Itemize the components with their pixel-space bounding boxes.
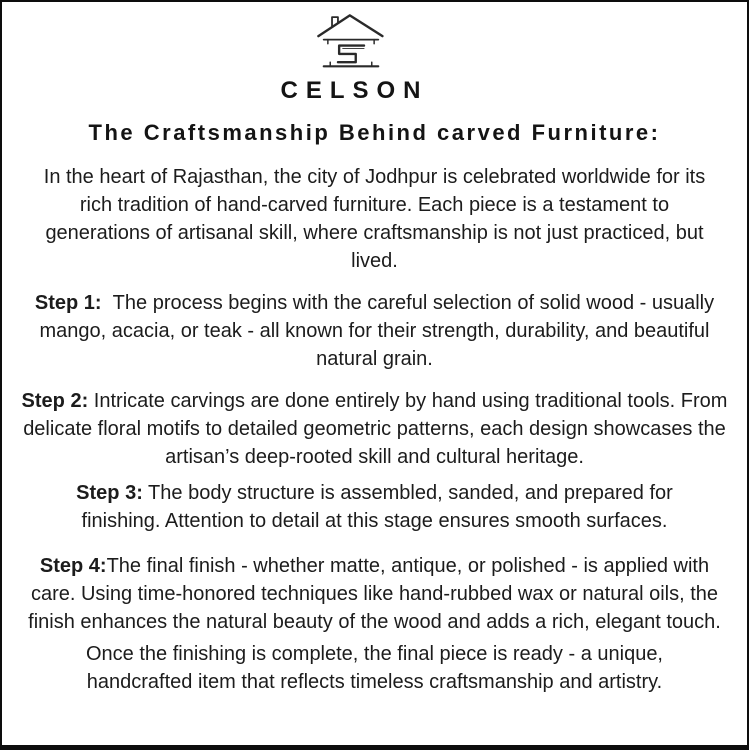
step-2-label: Step 2:: [21, 390, 89, 413]
step-2-paragraph: [19, 387, 731, 471]
closing-paragraph: Once the finishing is complete, the final piece is ready - a unique, handcrafted item that reflects timeless craftsmanship and artistry.: [86, 643, 663, 694]
step-4-paragraph: [25, 552, 725, 636]
step-4-label: Step 4:: [39, 555, 107, 578]
step-3-label: Step 3:: [76, 482, 143, 505]
brand-name: CELSON: [280, 76, 429, 104]
celson-house-logo-icon: [316, 10, 386, 71]
brand-header: [0, 10, 707, 104]
step-1-paragraph: [25, 289, 725, 373]
step-3-text: The body structure is assembled, sanded, and prepared for finishing. Attention to detail at this stage ensures smooth surfaces.: [81, 482, 673, 533]
step-1-label: Step 1:: [34, 292, 102, 315]
step-1-text: The process begins with the careful selection of solid wood - usually mango, acacia, or teak - all known for their strength, durability, and beautiful natural grain.: [39, 292, 715, 371]
page-content: [2, 2, 747, 696]
step-4-text: The final finish - whether matte, antique, or polished - is applied with care. Using time-honored techniques like hand-rubbed wax or natural oils, the finish enhances the natural beauty of the wood and adds a rich, elegant touch.: [28, 555, 721, 634]
step-3-paragraph: [50, 479, 700, 535]
intro-paragraph: In the heart of Rajasthan, the city of Jodhpur is celebrated worldwide for its rich tradition of hand-carved furniture. Each piece is a testament to generations of artisanal skill, where craftsmanship is not just practiced, but lived.: [43, 166, 706, 273]
step-2-text: Intricate carvings are done entirely by hand using traditional tools. From delicate floral motifs to detailed geometric patterns, each design showcases the artisan’s deep-rooted skill and cultural heritage.: [23, 390, 728, 469]
page-title: The Craftsmanship Behind carved Furniture:: [88, 120, 661, 146]
